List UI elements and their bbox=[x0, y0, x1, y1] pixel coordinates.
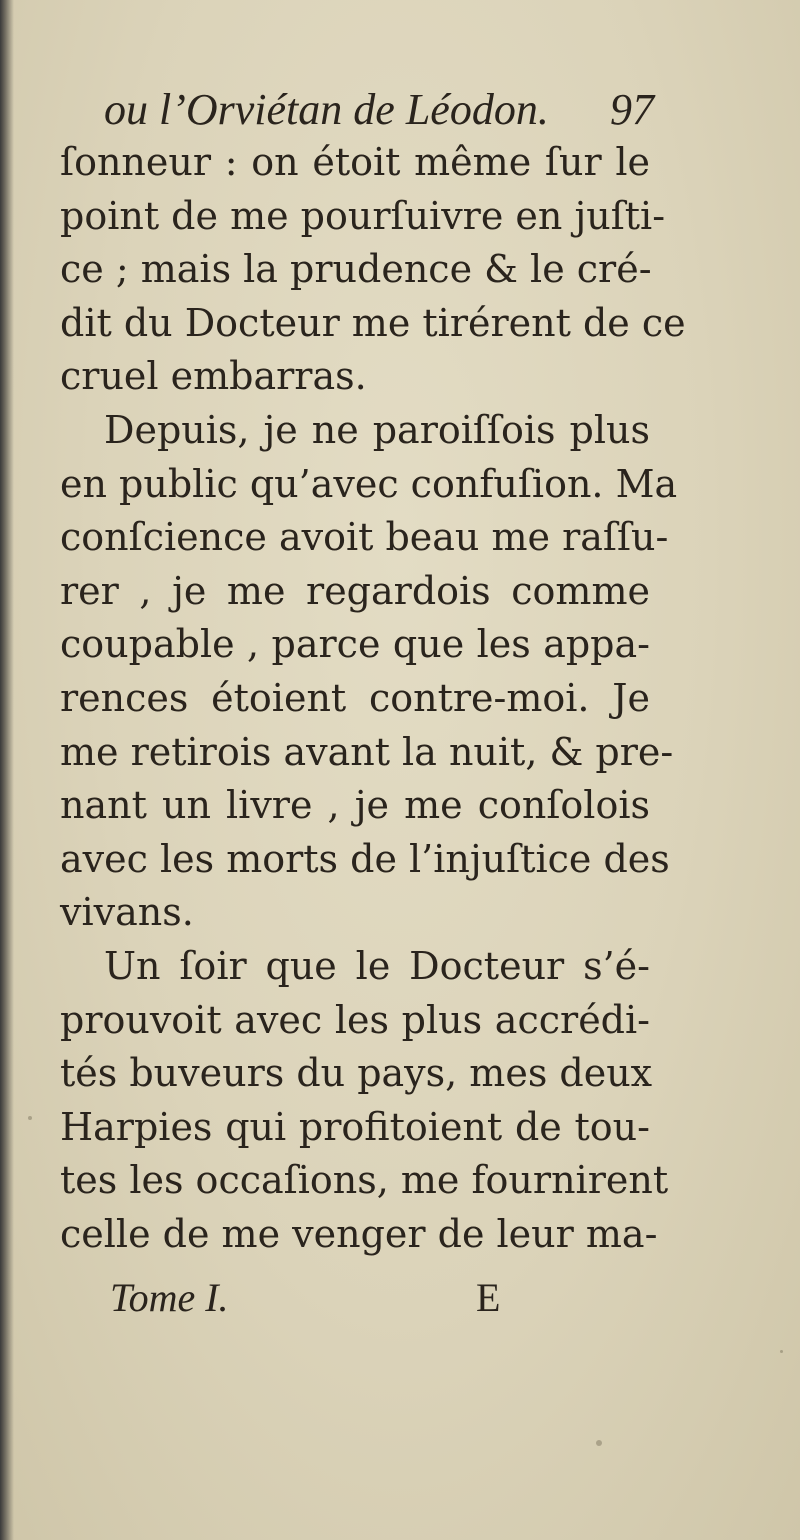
text-line: Depuis, je ne paroiſſois plus bbox=[104, 407, 650, 452]
text-line: en public qu’avec confuſion. Ma bbox=[60, 461, 678, 506]
text-line: dit du Docteur me tirérent de ce bbox=[60, 300, 686, 345]
paper-speck bbox=[780, 1350, 783, 1353]
text-line: cruel embarras. bbox=[60, 354, 367, 399]
paper-speck bbox=[596, 1440, 602, 1446]
text-line: prouvoit avec les plus accrédi- bbox=[60, 997, 650, 1042]
running-title: ou l’Orviétan de Léodon. bbox=[104, 85, 549, 134]
running-header bbox=[104, 80, 654, 140]
text-line: coupable , parce que les appa- bbox=[60, 622, 650, 667]
signature-mark: E bbox=[476, 1275, 501, 1320]
text-line: point de me pourſuivre en juſti- bbox=[60, 193, 666, 238]
text-line: avec les morts de l’injuſtice des bbox=[60, 836, 670, 881]
page-footer bbox=[110, 1268, 510, 1328]
body-text bbox=[60, 136, 686, 1261]
text-line: ſonneur : on étoit même ſur le bbox=[60, 140, 650, 184]
text-line: tés buveurs du pays, mes deux bbox=[60, 1051, 653, 1096]
text-line: tes les occaſions, me fournirent bbox=[60, 1158, 669, 1203]
text-line: Harpies qui profitoient de tou- bbox=[60, 1104, 650, 1149]
page-number: 97 bbox=[610, 85, 654, 134]
text-line: ce ; mais la prudence & le cré- bbox=[60, 247, 652, 292]
paper-speck bbox=[28, 1116, 32, 1120]
text-line: nant un livre , je me conſolois bbox=[60, 783, 650, 828]
text-line: conſcience avoit beau me raſſu- bbox=[60, 515, 669, 560]
text-line: vivans. bbox=[60, 890, 194, 935]
text-line: celle de me venger de leur ma- bbox=[60, 1211, 658, 1256]
text-line: rer , je me regardois comme bbox=[60, 568, 650, 613]
text-line: me retirois avant la nuit, & pre- bbox=[60, 729, 674, 774]
text-line: Un ſoir que le Docteur s’é- bbox=[104, 943, 650, 988]
binding-shadow bbox=[0, 0, 14, 1540]
text-line: rences étoient contre-moi. Je bbox=[60, 675, 650, 720]
volume-label: Tome I. bbox=[110, 1275, 229, 1320]
